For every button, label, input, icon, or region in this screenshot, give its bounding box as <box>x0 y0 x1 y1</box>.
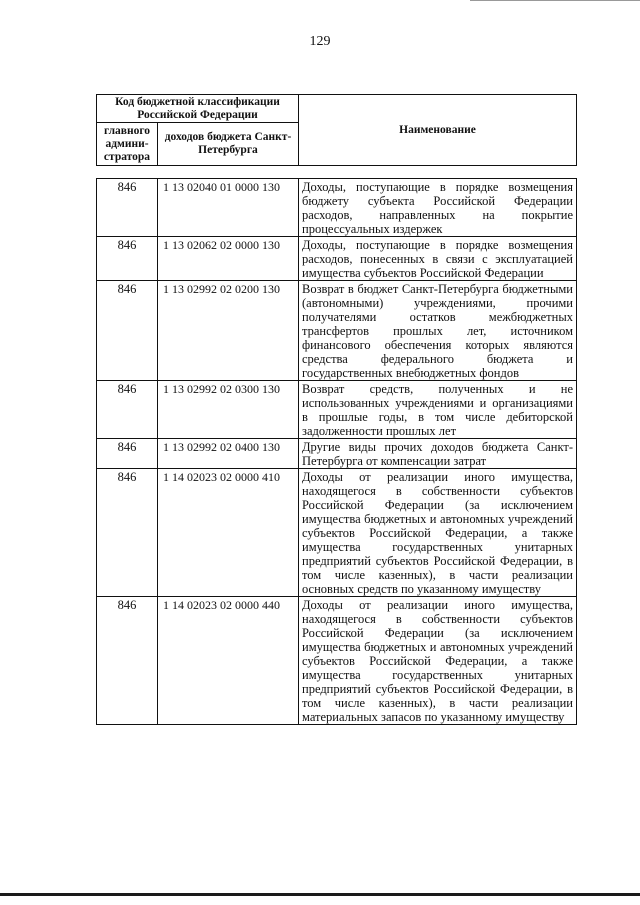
income-code-cell: 1 13 02040 01 0000 130 <box>158 179 299 237</box>
income-code-cell: 1 13 02062 02 0000 130 <box>158 237 299 281</box>
name-cell: Доходы, поступающие в порядке возмещения бюджету субъекта Российской Федерации расходов, направленных на покрытие процессуальных издержек <box>299 179 577 237</box>
income-code-cell: 1 14 02023 02 0000 440 <box>158 597 299 725</box>
admin-code-cell: 846 <box>97 597 158 725</box>
income-code-cell: 1 13 02992 02 0300 130 <box>158 381 299 439</box>
name-cell: Возврат в бюджет Санкт-Петербурга бюджетными (автономными) учреждениями, прочими получателями остатков межбюджетных трансфертов прошлых лет, источником финансового обеспечения которых являются средства федерального бюджета и государственных внебюджетных фондов <box>299 281 577 381</box>
name-cell: Возврат средств, полученных и не использованных учреждениями и организациями в прошлые годы, в том числе дебиторской задолженности прошлых лет <box>299 381 577 439</box>
admin-code-cell: 846 <box>97 237 158 281</box>
admin-code-cell: 846 <box>97 179 158 237</box>
name-cell: Доходы, поступающие в порядке возмещения расходов, понесенных в связи с эксплуатацией имущества субъектов Российской Федерации <box>299 237 577 281</box>
top-rule <box>470 0 640 1</box>
table-row <box>97 439 577 469</box>
table-row <box>97 469 577 597</box>
header-admin: главного админи-стратора <box>97 123 158 166</box>
name-cell: Доходы от реализации иного имущества, находящегося в собственности субъектов Российской Федерации (за исключением имущества бюджетных и автономных учреждений субъектов Российской Федерации, а также имущества государственных унитарных предприятий субъектов Российской Федерации, в том числе казенных), в части реализации основных средств по указанному имуществу <box>299 469 577 597</box>
table-row <box>97 237 577 281</box>
page-number: 129 <box>309 34 331 49</box>
admin-code-cell: 846 <box>97 281 158 381</box>
header-income-code: доходов бюджета Санкт-Петербурга <box>158 123 299 166</box>
header-name: Наименование <box>299 95 577 166</box>
table-row <box>97 381 577 439</box>
table-header <box>96 94 577 166</box>
table-row <box>97 281 577 381</box>
table-row <box>97 179 577 237</box>
admin-code-cell: 846 <box>97 381 158 439</box>
bottom-rule <box>0 893 640 896</box>
income-code-cell: 1 14 02023 02 0000 410 <box>158 469 299 597</box>
table-row <box>97 597 577 725</box>
name-cell: Другие виды прочих доходов бюджета Санкт-Петербурга от компенсации затрат <box>299 439 577 469</box>
admin-code-cell: 846 <box>97 439 158 469</box>
header-code-group: Код бюджетной классификации Российской Федерации <box>97 95 299 123</box>
income-code-cell: 1 13 02992 02 0400 130 <box>158 439 299 469</box>
admin-code-cell: 846 <box>97 469 158 597</box>
income-code-cell: 1 13 02992 02 0200 130 <box>158 281 299 381</box>
name-cell: Доходы от реализации иного имущества, находящегося в собственности субъектов Российской Федерации (за исключением имущества бюджетных и автономных учреждений субъектов Российской Федерации, а также имущества государственных унитарных предприятий субъектов Российской Федерации, в том числе казенных), в части реализации материальных запасов по указанному имуществу <box>299 597 577 725</box>
income-codes-table <box>96 178 577 725</box>
